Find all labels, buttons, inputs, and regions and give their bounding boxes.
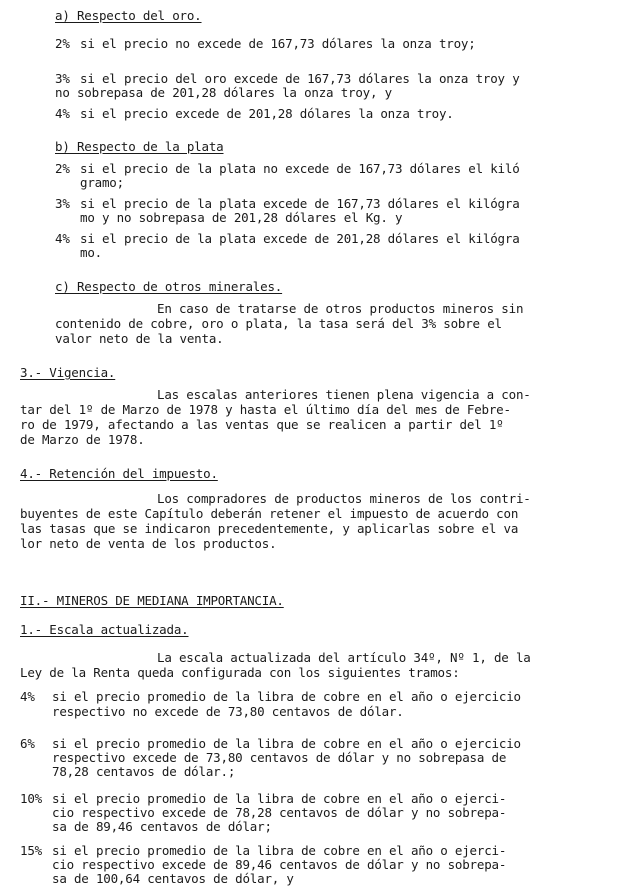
item-line: si el precio de la plata excede de 167,73 dólares el kilógra (80, 196, 520, 211)
paragraph-line: tar del 1º de Marzo de 1978 y hasta el último día del mes de Febre- (20, 402, 511, 417)
paragraph-line: Los compradores de productos mineros de los contri- (157, 491, 531, 506)
paragraph-line: En caso de tratarse de otros productos mineros sin (157, 301, 524, 316)
item-line: mo y no sobrepasa de 201,28 dólares el Kg. y (80, 210, 403, 225)
item-line: cio respectivo excede de 78,28 centavos de dólar y no sobrepa- (52, 805, 507, 820)
item-pct: 4% (55, 106, 70, 121)
item-line: si el precio promedio de la libra de cobre en el año o ejerci- (52, 791, 507, 806)
item-pct: 15% (20, 843, 42, 858)
item-pct: 4% (55, 231, 70, 246)
item-pct: 3% (55, 196, 70, 211)
item-line: si el precio promedio de la libra de cobre en el año o ejerci- (52, 843, 507, 858)
paragraph-line: La escala actualizada del artículo 34º, Nº 1, de la (157, 650, 531, 665)
item-line: sa de 89,46 centavos de dólar; (52, 819, 272, 834)
item-line: si el precio de la plata no excede de 167,73 dólares el kiló (80, 161, 520, 176)
paragraph-line: valor neto de la venta. (55, 331, 224, 346)
section-II-heading: II.- MINEROS DE MEDIANA IMPORTANCIA. (20, 593, 284, 608)
section-c-heading: c) Respecto de otros minerales. (55, 279, 283, 294)
item-pct: 10% (20, 791, 42, 806)
paragraph-line: lor neto de venta de los productos. (20, 536, 277, 551)
item-line: 78,28 centavos de dólar.; (52, 764, 236, 779)
section-a-heading: a) Respecto del oro. (55, 8, 202, 23)
item-pct: 2% (55, 161, 70, 176)
paragraph-line: Las escalas anteriores tienen plena vigencia a con- (157, 387, 531, 402)
item-pct: 4% (20, 689, 35, 704)
item-line: si el precio excede de 201,28 dólares la onza troy. (80, 106, 454, 121)
item-line: cio respectivo excede de 89,46 centavos de dólar y no sobrepa- (52, 857, 507, 872)
item-line: no sobrepasa de 201,28 dólares la onza troy, y (55, 85, 392, 100)
item-line: sa de 100,64 centavos de dólar, y (52, 871, 294, 886)
item-line: si el precio de la plata excede de 201,28 dólares el kilógra (80, 231, 520, 246)
item-line: si el precio promedio de la libra de cobre en el año o ejercicio (52, 736, 521, 751)
item-line: respectivo no excede de 73,80 centavos de dólar. (52, 704, 404, 719)
paragraph-line: las tasas que se indicaron precedentemente, y aplicarlas sobre el va (20, 521, 519, 536)
item-line: gramo; (80, 175, 124, 190)
section-3-heading: 3.- Vigencia. (20, 365, 116, 380)
item-pct: 3% (55, 71, 70, 86)
item-pct: 6% (20, 736, 35, 751)
paragraph-line: contenido de cobre, oro o plata, la tasa será del 3% sobre el (55, 316, 502, 331)
paragraph-line: buyentes de este Capítulo deberán retener el impuesto de acuerdo con (20, 506, 519, 521)
paragraph-line: de Marzo de 1978. (20, 432, 145, 447)
section-b-heading: b) Respecto de la plata (55, 139, 224, 154)
paragraph-line: Ley de la Renta queda configurada con los siguientes tramos: (20, 665, 460, 680)
section-II-subheading: 1.- Escala actualizada. (20, 622, 189, 637)
item-line: si el precio promedio de la libra de cobre en el año o ejercicio (52, 689, 521, 704)
item-pct: 2% (55, 36, 70, 51)
section-4-heading: 4.- Retención del impuesto. (20, 466, 218, 481)
paragraph-line: ro de 1979, afectando a las ventas que se realicen a partir del 1º (20, 417, 504, 432)
item-line: respectivo excede de 73,80 centavos de dólar y no sobrepasa de (52, 750, 507, 765)
item-line: si el precio del oro excede de 167,73 dólares la onza troy y (80, 71, 520, 86)
item-line: si el precio no excede de 167,73 dólares la onza troy; (80, 36, 476, 51)
item-line: mo. (80, 245, 102, 260)
